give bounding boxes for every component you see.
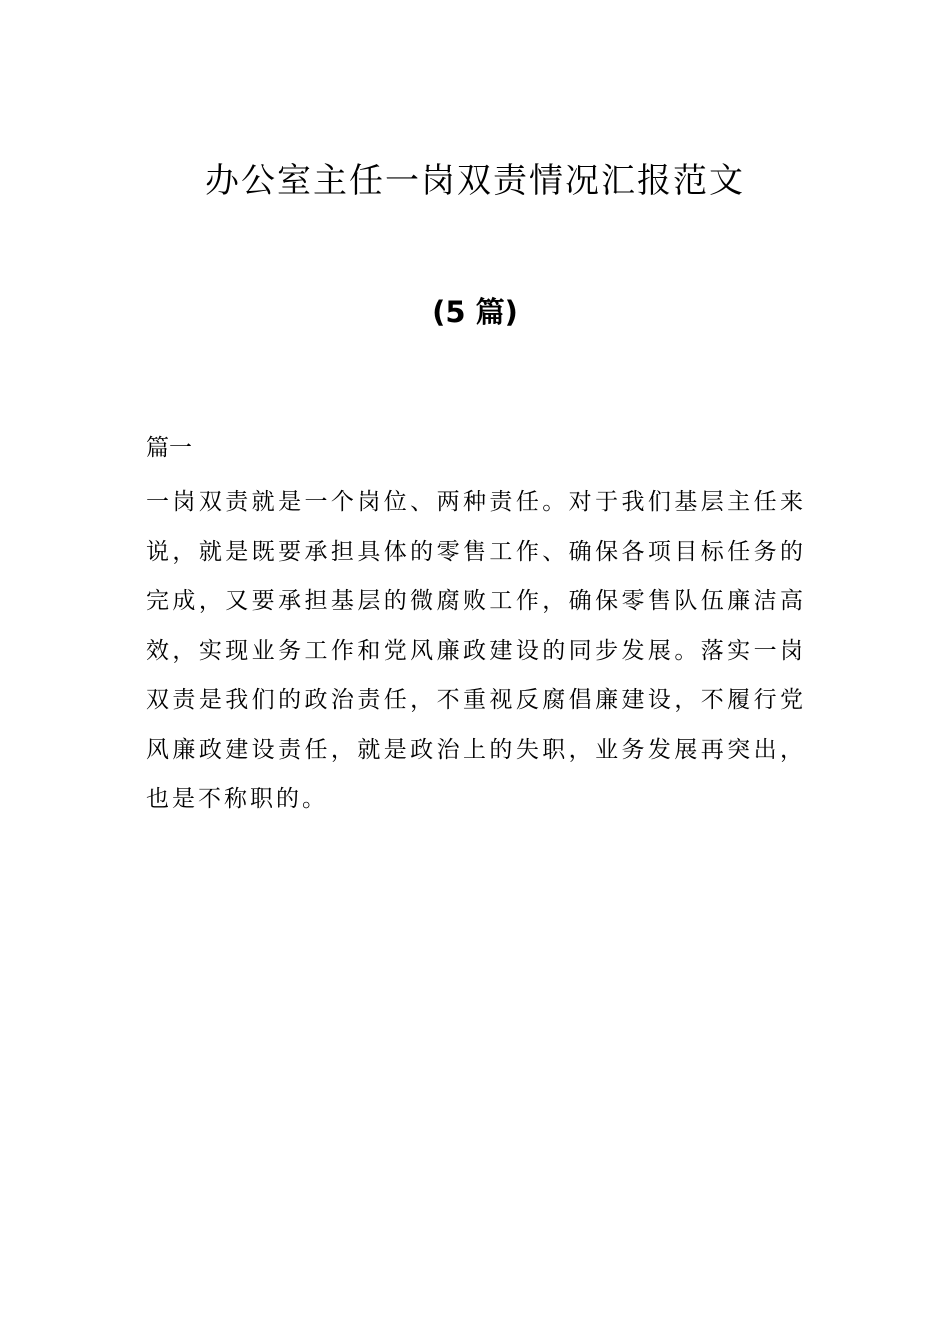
document-subtitle: (5 篇) [432, 295, 518, 329]
body-paragraph: 一岗双责就是一个岗位、两种责任。对于我们基层主任来说，就是既要承担具体的零售工作、确保各项目标任务的完成，又要承担基层的微腐败工作，确保零售队伍廉洁高效，实现业务工作和党风廉政建设的同步发展。落实一岗双责是我们的政治责任，不重视反腐倡廉建设，不履行党风廉政建设责任，就是政治上的失职，业务发展再突出，也是不称职的。 [146, 489, 806, 812]
document-title: 办公室主任一岗双责情况汇报范文 [205, 161, 745, 201]
section-label: 篇一 [146, 435, 192, 461]
